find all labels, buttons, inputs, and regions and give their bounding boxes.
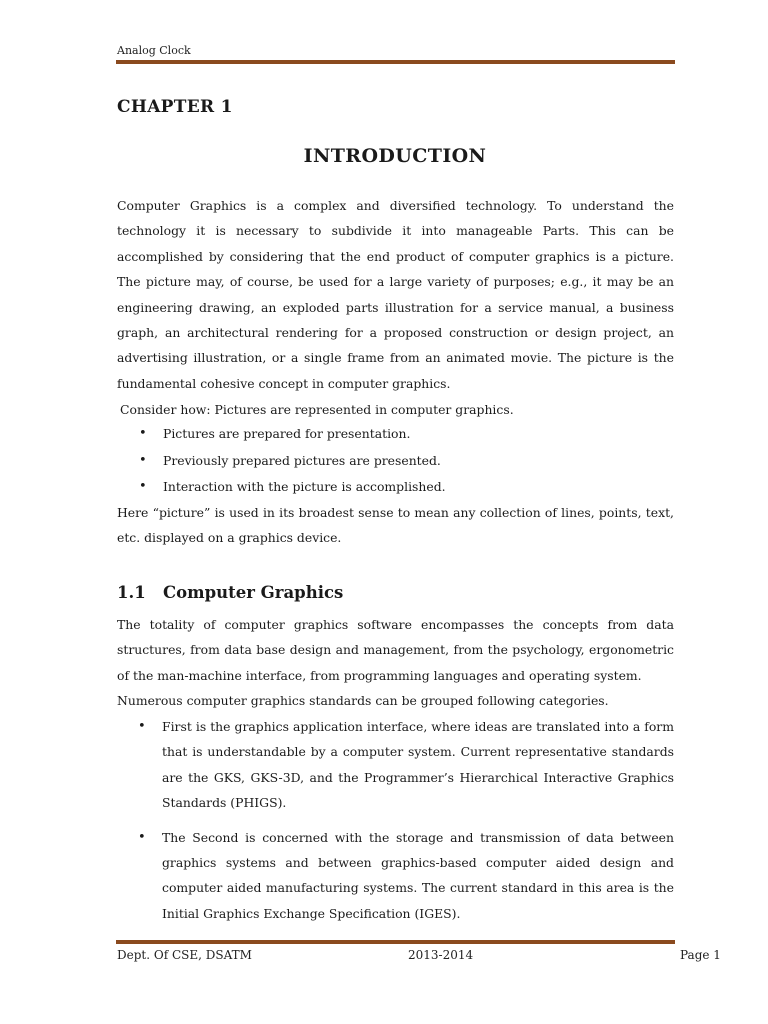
standards-intro-text: Numerous computer graphics standards can be grouped following categories. [117, 693, 609, 708]
section-heading [117, 583, 343, 602]
intro-paragraph [117, 193, 674, 396]
consider-line: Consider how: Pictures are represented in computer graphics. [120, 402, 514, 417]
intro-paragraph-text: Computer Graphics is a complex and diversified technology. To understand the technology it is necessary to subdivide it into manageable Parts. This can be accomplished by considering that the end product of computer graphics is a picture. The picture may, of course, be used for a large variety of purposes; e.g., it may be an engineering drawing, an exploded parts illustration for a service manual, a business graph, an architectural rendering for a proposed construction or design project, an advertising illustration, or a single frame from an animated movie. The picture is the fundamental cohesive concept in computer graphics. [117, 198, 674, 391]
page-number: Page 1 [680, 948, 721, 962]
section-paragraph-text: The totality of computer graphics software encompasses the concepts from data structures, from data base design and management, from the psychology, ergonometric of the man-machine interface, from programming languages and operating system. [117, 617, 674, 683]
list-item: • Interaction with the picture is accomplished. [163, 474, 446, 501]
section-paragraph [117, 612, 674, 688]
chapter-label: CHAPTER 1 [117, 97, 233, 117]
footer-department: Dept. Of CSE, DSATM [117, 948, 252, 962]
standards-bullet-list [162, 714, 674, 926]
section-title: Computer Graphics [163, 583, 344, 602]
list-item: • The Second is concerned with the storage and transmission of data between graphics systems and between graphics-based computer aided design and computer aided manufacturing systems. The current standard in this area is the Initial Graphics Exchange Specification (IGES). [162, 825, 674, 927]
running-header: Analog Clock [117, 44, 191, 57]
footer-rule [116, 940, 675, 944]
intro-bullet-list [163, 421, 446, 501]
picture-definition-paragraph [117, 500, 674, 551]
header-rule [116, 60, 675, 64]
picture-definition-text: Here “picture” is used in its broadest sense to mean any collection of lines, points, text, etc. displayed on a graphics device. [117, 505, 674, 546]
chapter-title: INTRODUCTION [303, 145, 487, 167]
section-number: 1.1 [117, 583, 146, 602]
list-item: • Pictures are prepared for presentation. [163, 421, 446, 448]
list-item: • First is the graphics application interface, where ideas are translated into a form that is understandable by a computer system. Current representative standards are the GKS, GKS-3D, and the Programmer’s Hierarchical Interactive Graphics Standards (PHIGS). [162, 714, 674, 816]
standards-intro [117, 688, 674, 713]
footer-year: 2013-2014 [408, 948, 474, 962]
list-item: • Previously prepared pictures are presented. [163, 448, 446, 475]
